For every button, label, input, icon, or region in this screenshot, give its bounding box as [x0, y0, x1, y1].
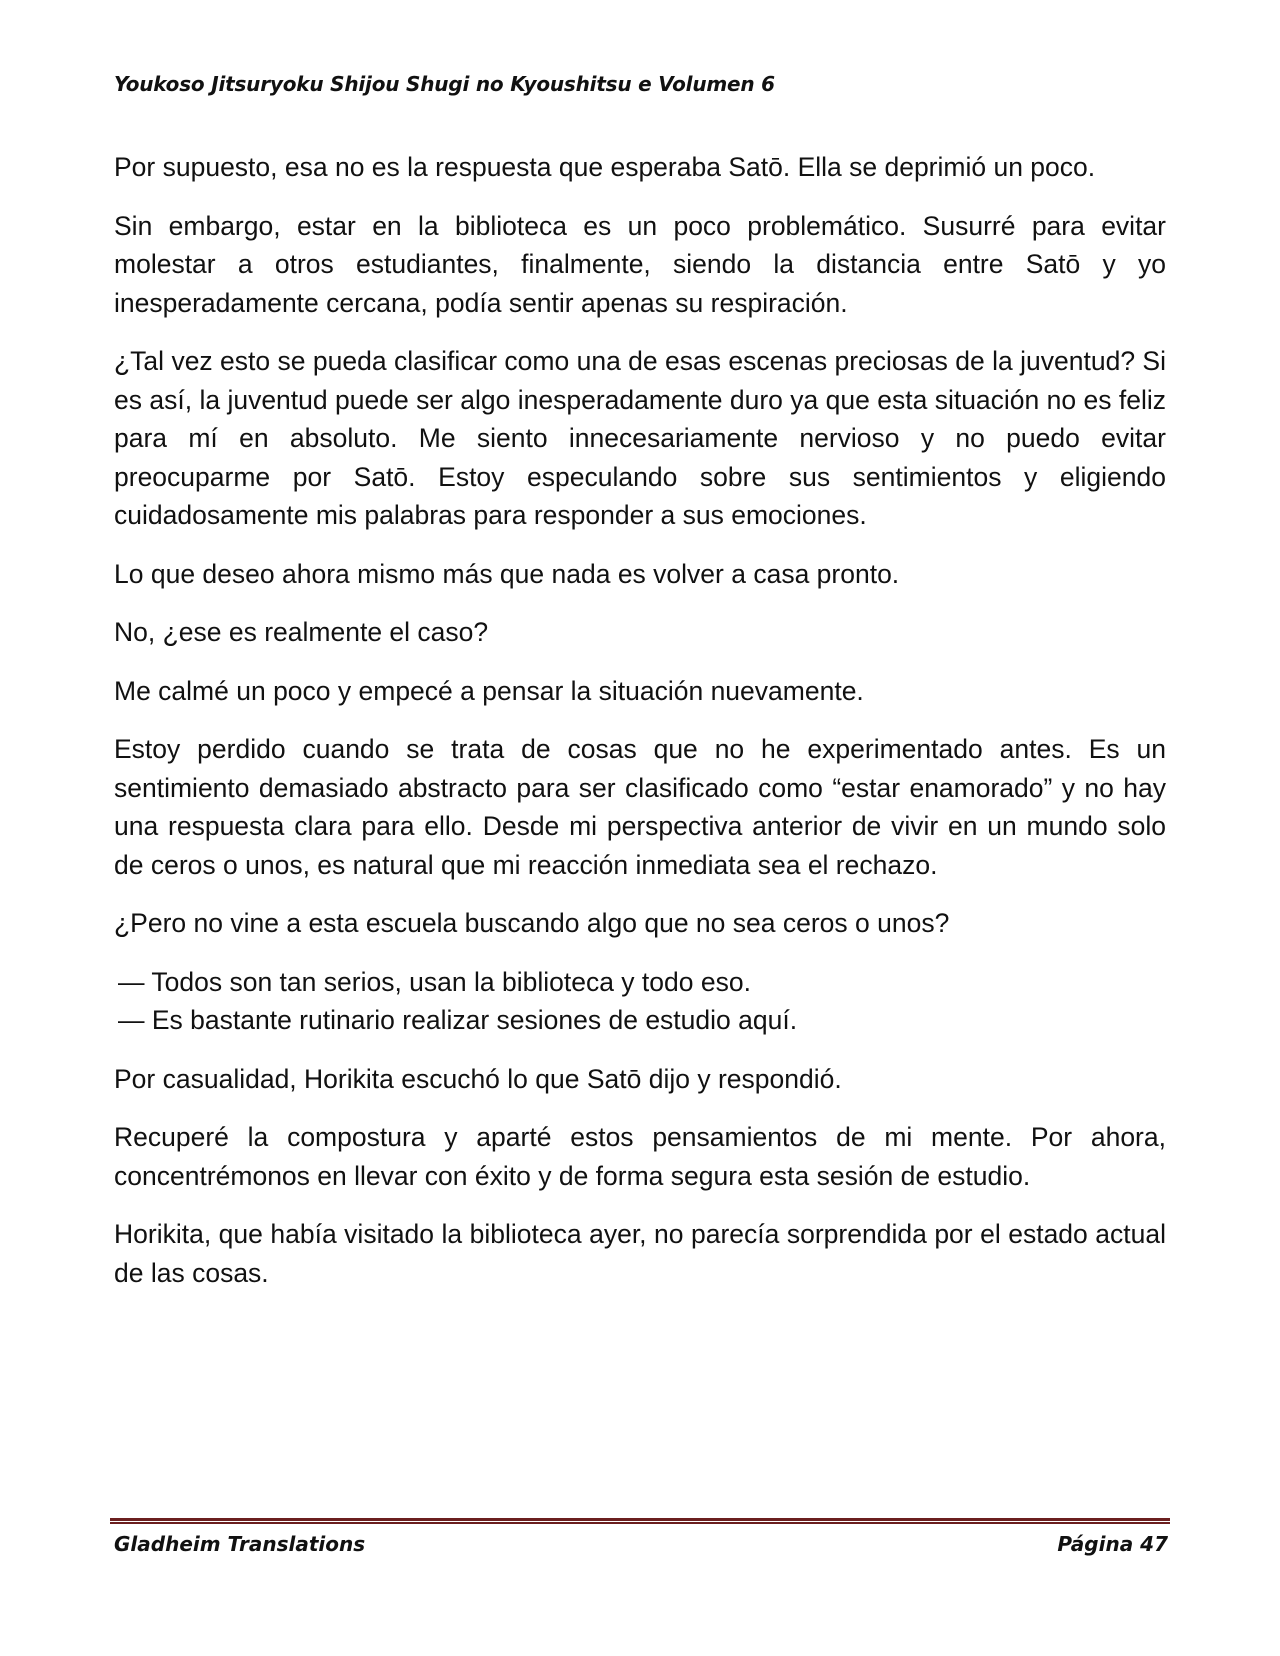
paragraph: ¿Pero no vine a esta escuela buscando algo que no sea ceros o unos? [114, 908, 950, 938]
dialogue-line: — Todos son tan serios, usan la biblioteca y todo eso. [118, 966, 751, 997]
running-header: Youkoso Jitsuryoku Shijou Shugi no Kyoushitsu e Volumen 6 [114, 72, 775, 96]
paragraph: Por supuesto, esa no es la respuesta que esperaba Satō. Ella se deprimió un poco. [114, 152, 1096, 182]
paragraph: Estoy perdido cuando se trata de cosas que no he experimentado antes. Es un sentimiento demasiado abstracto para ser clasificado como “estar enamorado” y no hay una respuesta clara para ello. Desde mi perspectiva anterior de vivir en un mundo solo de ceros o unos, es natural que mi reacción inmediata sea el rechazo. [114, 734, 1166, 880]
paragraph: Recuperé la compostura y aparté estos pensamientos de mi mente. Por ahora, concentrémonos en llevar con éxito y de forma segura esta sesión de estudio. [114, 1122, 1166, 1191]
paragraph: Por casualidad, Horikita escuchó lo que Satō dijo y respondió. [114, 1063, 842, 1094]
paragraph: Me calmé un poco y empecé a pensar la situación nuevamente. [114, 675, 864, 706]
footer-credit: Gladheim Translations [114, 1532, 366, 1556]
paragraph: No, ¿ese es realmente el caso? [114, 617, 489, 647]
body-text [114, 148, 1166, 1312]
dialogue-line: — Es bastante rutinario realizar sesiones de estudio aquí. [118, 1005, 798, 1035]
paragraph: ¿Tal vez esto se pueda clasificar como una de esas escenas preciosas de la juventud? Si es así, la juventud puede ser algo inesperadamente duro ya que esta situación no es feliz para mí en absoluto. Me siento innecesariamente nervioso y no puedo evitar preocuparme por Satō. Estoy especulando sobre sus sentimientos y eligiendo cuidadosamente mis palabras para responder a sus emociones. [114, 346, 1166, 530]
footer-rule [110, 1518, 1170, 1524]
paragraph: Lo que deseo ahora mismo más que nada es volver a casa pronto. [114, 558, 900, 589]
paragraph: Sin embargo, estar en la biblioteca es un poco problemático. Susurré para evitar molestar a otros estudiantes, finalmente, siendo la distancia entre Satō y yo inesperadamente cercana, podía sentir apenas su respiración. [114, 210, 1166, 318]
paragraph: Horikita, que había visitado la biblioteca ayer, no parecía sorprendida por el estado actual de las cosas. [114, 1219, 1166, 1288]
page-number: Página 47 [1057, 1532, 1168, 1556]
